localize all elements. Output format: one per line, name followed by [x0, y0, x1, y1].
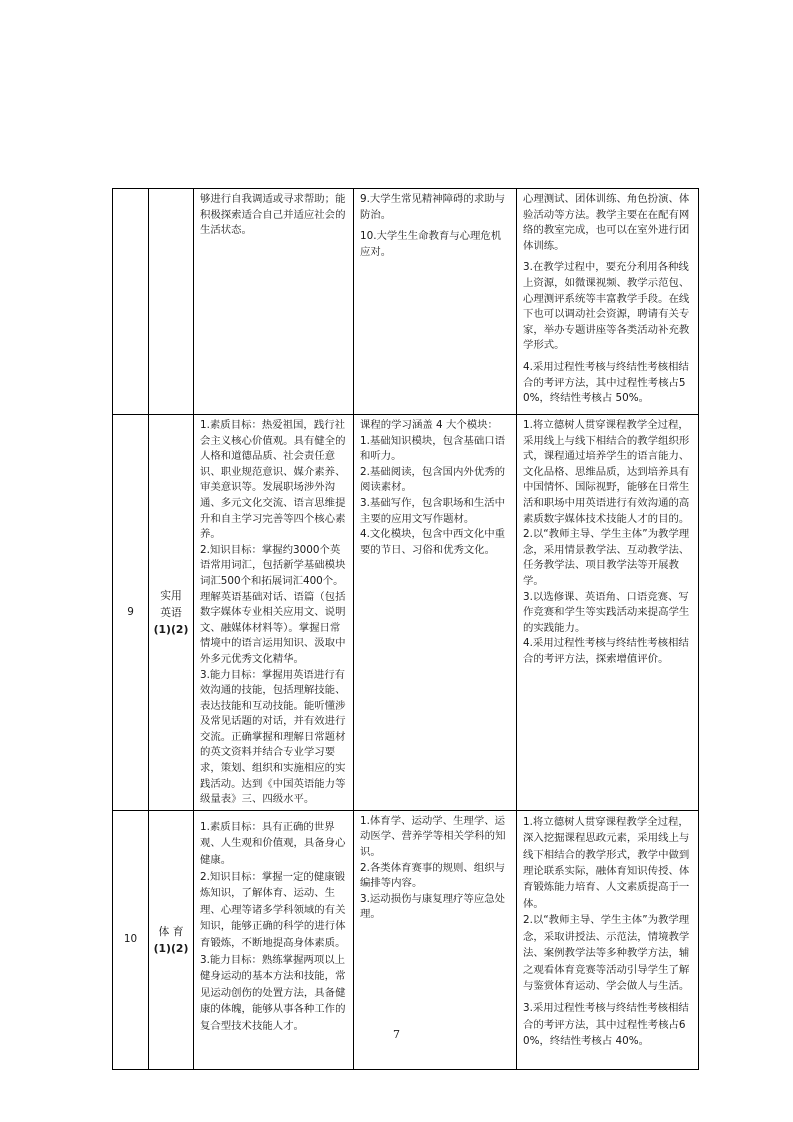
objective-text: 3.能力目标：熟练掌握两项以上健身运动的基本方法和技能，常见运动创伤的处置方法，具备健康的体魄，能够从事各种工作的复合型技术技能人才。	[200, 953, 346, 1032]
table-row	[113, 415, 699, 811]
objectives-cell	[194, 415, 354, 811]
requirement-item: 3.以选修课、英语角、口语竞赛、写作竞赛和学生等实践活动来提高学生的实践能力。	[523, 590, 690, 634]
course-code: (1)(2)	[153, 941, 189, 955]
course-code: (1)(2)	[153, 622, 189, 636]
content-item: 2.基础阅读，包含国内外优秀的阅读素材。	[360, 465, 505, 494]
content-item: 2.各类体育赛事的规则、组织与编排等内容。	[360, 861, 505, 890]
content-item: 3.基础写作，包含职场和生活中主要的应用文写作题材。	[360, 496, 505, 525]
requirement-item: 3.采用过程性考核与终结性考核相结合的考评方法，其中过程性考核占60%，终结性考核占 40%。	[523, 1002, 689, 1048]
row-number-cell	[113, 415, 149, 811]
content-item: 4.文化模块，包含中西文化中重要的节日、习俗和优秀文化。	[360, 528, 505, 556]
row-number: 10	[123, 933, 138, 946]
course-name-cell	[149, 189, 194, 415]
requirement-item: 心理测试、团体训练、角色扮演、体验活动等方法。教学主要在在配有网络的教室完成，也可以在室外进行团体训练。	[523, 193, 690, 252]
requirement-item: 1.将立德树人贯穿课程教学全过程，采用线上与线下相结合的教学组织形式，课程通过培养学生的语言能力、文化品格、思维品质，达到培养具有中国情怀、国际视野，能够在日常生活和职场中用英语进行有效沟通的高素质数字媒体技术技能人才的目的。	[523, 419, 690, 525]
objective-text: 1.素质目标：具有正确的世界观、人生观和价值观，具备身心健康。	[200, 820, 346, 867]
requirement-item: 2.以“教师主导、学生主体”为教学理念，采用情景教学法、互动教学法、 任务教学法、项目教学法等开展教学。	[523, 528, 690, 587]
content-item: 3.运动损伤与康复理疗等应急处理。	[360, 892, 505, 921]
content-item: 9.大学生常见精神障碍的求助与防治。	[360, 193, 505, 221]
curriculum-table	[112, 188, 699, 1070]
content-item: 10.大学生生命教育与心理危机应对。	[360, 230, 502, 258]
course-name-cell	[149, 415, 194, 811]
table-row	[113, 189, 699, 415]
objective-text: 3.能力目标：掌握用英语进行有效沟通的技能，包括理解技能、表达技能和互动技能。能听懂涉及常见话题的对话，并有效进行交流。正确掌握和理解日常题材的英文资料并结合专业学习要求，策划、组织和实施相应的实践活动。达到《中国英语能力等级量表》三、四级水平。	[200, 668, 346, 806]
content-cell	[354, 415, 517, 811]
requirements-cell	[517, 415, 699, 811]
content-item: 1.体育学、运动学、生理学、运动医学、营养学等相关学科的知识。	[360, 814, 506, 859]
objectives-cell	[194, 189, 354, 415]
row-number-cell	[113, 189, 149, 415]
requirement-item: 1.将立德树人贯穿课程教学全过程，深入挖掘课程思政元素，采用线上与线下相结合的教学形式，教学中做到理论联系实际，融体育知识传授、体育锻炼能力培育、人文素质提高于一体。	[523, 815, 690, 910]
requirement-item: 4.采用过程性考核与终结性考核相结合的考评方法，其中过程性考核占50%，终结性考核占 50%。	[523, 360, 689, 405]
course-name: 体 育	[158, 924, 184, 938]
content-cell	[354, 189, 517, 415]
objective-text: 1.素质目标：热爱祖国，践行社会主义核心价值观。具有健全的人格和道德品质、社会责任意识、职业规范意识、媒介素养、审美意识等。发展职场涉外沟通、多元文化交流、语言思维提升和自主学习完善等四个核心素养。	[200, 419, 346, 541]
requirement-item: 2.以“教师主导、学生主体”为教学理念，采取讲授法、示范法，情境教学法、案例教学法等多种教学方法，辅之观看体育竞赛等活动引导学生了解与鉴赏体育运动、学会做人与生活。	[523, 914, 690, 992]
objective-text: 2.知识目标：掌握约3000个英语常用词汇，包括新学基础模块词汇500个和拓展词汇400个。理解英语基础对话、语篇（包括数字媒体专业相关应用文、说明文、融媒体材料等）。掌握日常情境中的语言运用知识、汲取中外多元优秀文化精华。	[200, 543, 346, 665]
objective-text: 够进行自我调适或寻求帮助；能积极探索适合自己并适应社会的生活状态。	[200, 193, 346, 237]
page-number: 7	[393, 1028, 400, 1041]
row-number: 9	[127, 605, 134, 618]
requirement-item: 4.采用过程性考核与终结性考核相结合的考评方法，探索增值评价。	[523, 637, 689, 665]
requirement-item: 3.在教学过程中，要充分利用各种线上资源，如微课视频、教学示范包、心理测评系统等丰富教学手段。在线下也可以调动社会资源，聘请有关专家，举办专题讲座等各类活动补充教学形式。	[523, 261, 690, 352]
content-item: 1.基础知识模块，包含基础口语和听力。	[360, 434, 505, 463]
requirements-cell	[517, 189, 699, 415]
objective-text: 2.知识目标：掌握一定的健康锻炼知识，了解体育、运动、生理、心理等诸多学科领域的有关知识，能够正确的科学的进行体育锻炼，不断地提高身体素质。	[200, 870, 346, 949]
content-item: 课程的学习涵盖 4 大个模块：	[360, 419, 498, 431]
course-name: 实用英语	[160, 588, 182, 619]
